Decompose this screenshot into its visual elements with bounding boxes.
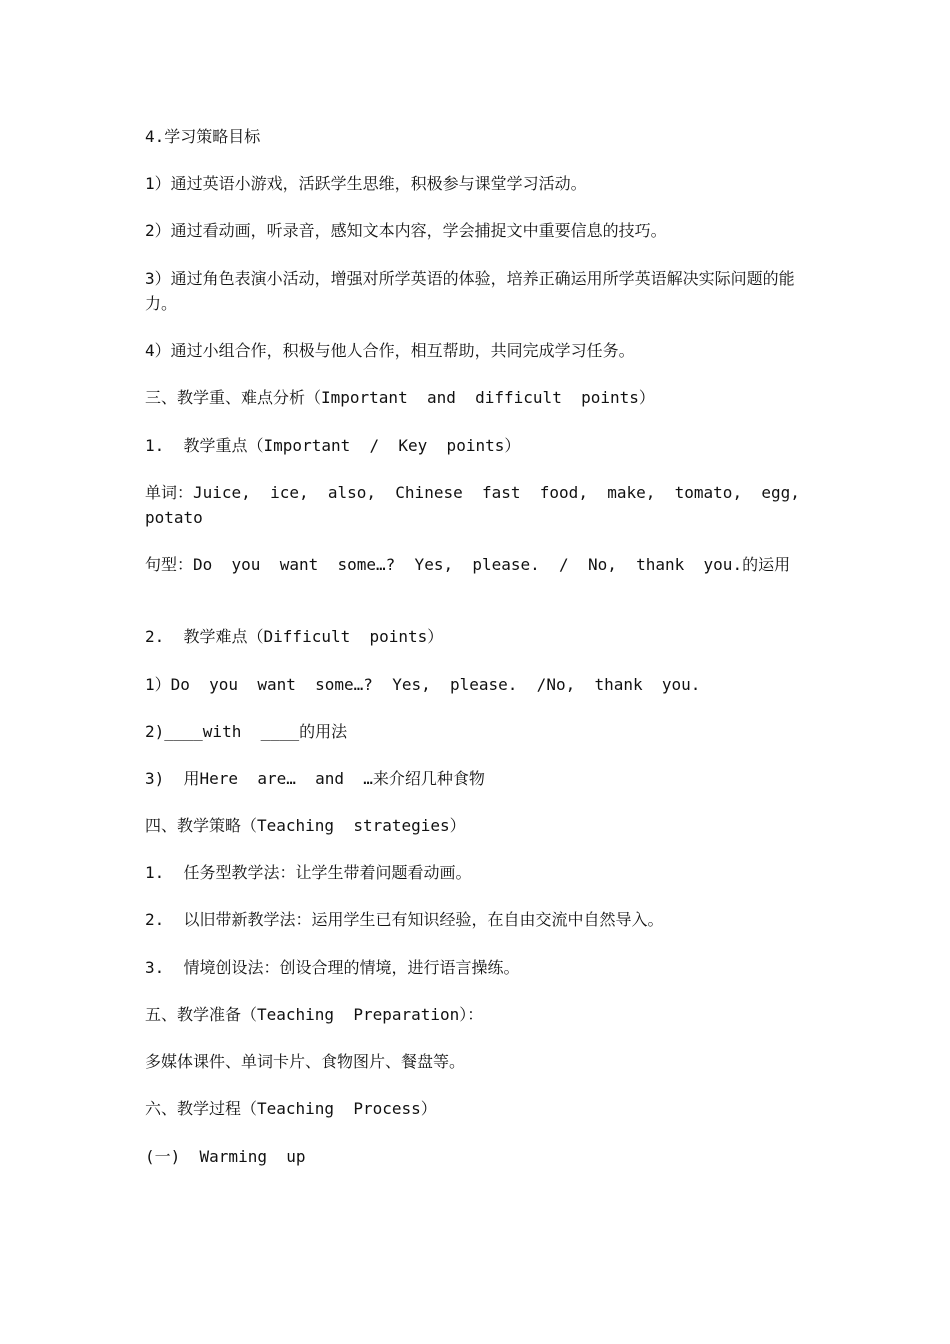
difficult-point-3: 3) 用Here are… and …来介绍几种食物	[145, 769, 485, 788]
preparation-materials: 多媒体课件、单词卡片、食物图片、餐盘等。	[145, 1052, 466, 1071]
process-step-warming-up: (一) Warming up	[145, 1147, 306, 1166]
heading-learning-strategy-goals: 4.学习策略目标	[145, 127, 261, 146]
difficult-point-1: 1）Do you want some…? Yes, please. /No, thank you.	[145, 675, 701, 694]
section-heading-teaching-process: 六、教学过程（Teaching Process）	[145, 1099, 437, 1118]
teaching-strategy-2: 2. 以旧带新教学法：运用学生已有知识经验，在自由交流中自然导入。	[145, 910, 664, 929]
strategy-item-4: 4）通过小组合作，积极与他人合作，相互帮助，共同完成学习任务。	[145, 341, 635, 360]
subheading-key-points: 1. 教学重点（Important / Key points）	[145, 436, 521, 455]
strategy-item-1: 1）通过英语小游戏，活跃学生思维，积极参与课堂学习活动。	[145, 174, 587, 193]
vocabulary-line: 单词：Juice, ice, also, Chinese fast food, make, tomato, egg, potato	[145, 483, 820, 527]
difficult-point-2: 2)____with ____的用法	[145, 722, 348, 741]
sentence-pattern-line: 句型：Do you want some…? Yes, please. / No, thank you.的运用	[145, 555, 791, 574]
section-heading-teaching-preparation: 五、教学准备（Teaching Preparation）：	[145, 1005, 484, 1024]
strategy-item-2: 2）通过看动画，听录音，感知文本内容，学会捕捉文中重要信息的技巧。	[145, 221, 667, 240]
teaching-strategy-3: 3. 情境创设法：创设合理的情境，进行语言操练。	[145, 958, 520, 977]
section-heading-teaching-strategies: 四、教学策略（Teaching strategies）	[145, 816, 466, 835]
teaching-strategy-1: 1. 任务型教学法：让学生带着问题看动画。	[145, 863, 472, 882]
section-heading-key-difficult-points: 三、教学重、难点分析（Important and difficult points）	[145, 388, 655, 407]
subheading-difficult-points: 2. 教学难点（Difficult points）	[145, 627, 444, 646]
strategy-item-3: 3）通过角色表演小活动，增强对所学英语的体验，培养正确运用所学英语解决实际问题的能力。	[145, 269, 795, 313]
